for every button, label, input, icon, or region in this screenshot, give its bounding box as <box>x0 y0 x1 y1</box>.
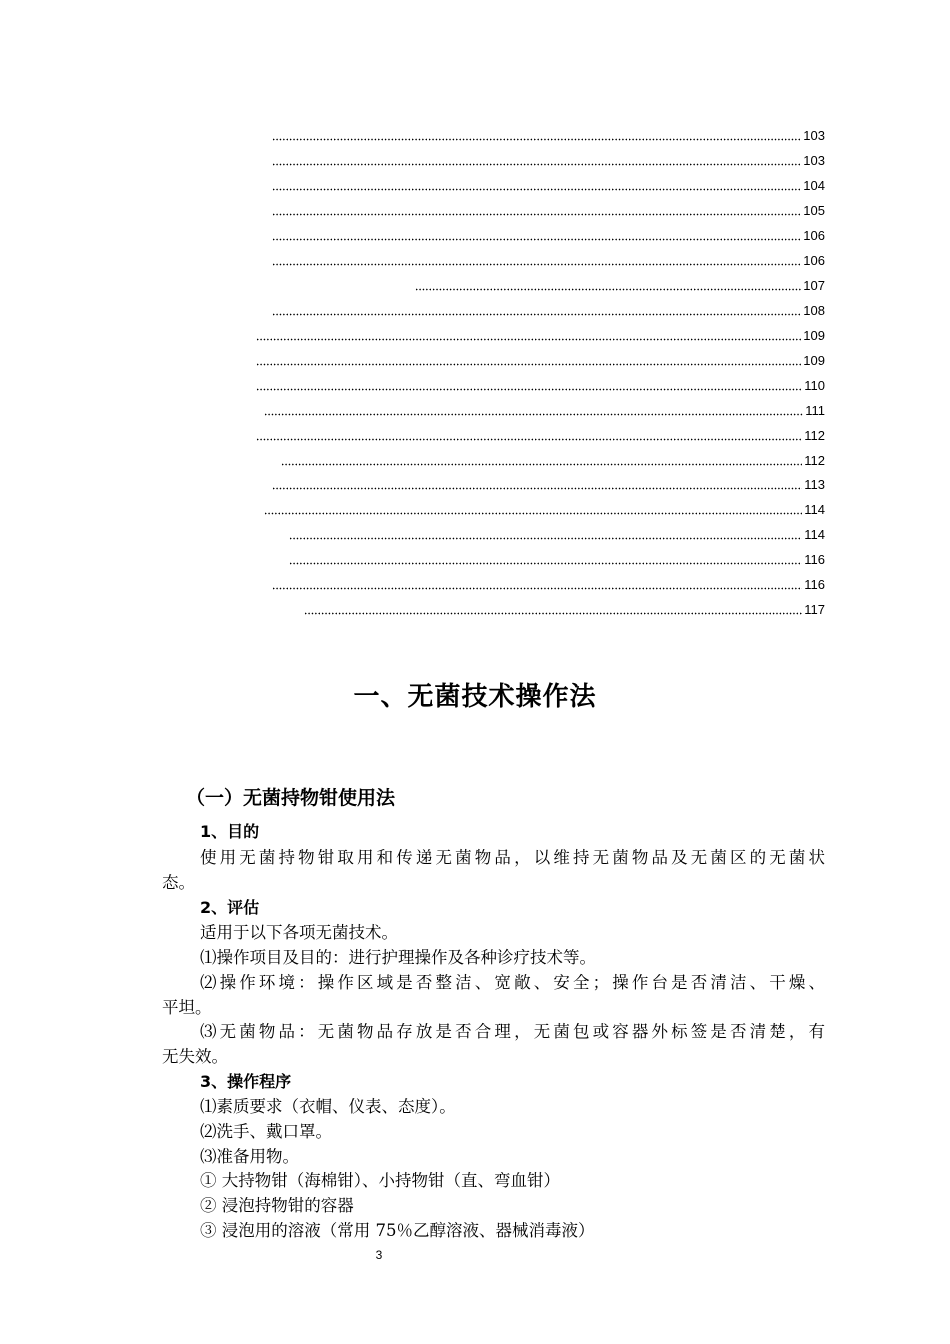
toc-page-number: 109 <box>803 353 825 368</box>
toc-page-number: 106 <box>803 228 825 243</box>
toc-page-number: 117 <box>804 602 825 617</box>
toc-leader <box>289 551 802 565</box>
toc-page-number: 108 <box>803 303 825 318</box>
toc-page-number: 112 <box>804 453 825 468</box>
paragraph-line: ② 浸泡持物钳的容器 <box>200 1196 354 1215</box>
chapter-heading: 一、无菌技术操作法 <box>353 682 597 712</box>
toc-row[interactable] <box>289 524 825 544</box>
toc-leader <box>256 377 802 391</box>
toc-row[interactable] <box>304 599 825 619</box>
toc-page-number: 111 <box>805 403 825 418</box>
toc-leader <box>272 152 801 166</box>
toc-leader <box>281 452 802 466</box>
toc-leader <box>256 352 801 366</box>
toc-page-number: 110 <box>804 378 825 393</box>
paragraph-line: ⑴操作项目及目的：进行护理操作及各种诊疗技术等。 <box>200 948 596 967</box>
toc-row[interactable] <box>281 450 825 470</box>
paragraph-line: 无失效。 <box>162 1047 228 1066</box>
toc-row[interactable] <box>272 300 825 320</box>
toc-leader <box>264 402 803 416</box>
toc-leader <box>272 576 802 590</box>
toc-leader <box>272 252 801 266</box>
toc-row[interactable] <box>272 175 825 195</box>
toc-page-number: 113 <box>804 477 825 492</box>
paragraph-line: ⑵洗手、戴口罩。 <box>200 1122 332 1141</box>
toc-leader <box>272 302 801 316</box>
toc-row[interactable] <box>415 275 825 295</box>
section-heading: （一）无菌持物钳使用法 <box>186 787 396 809</box>
toc-page-number: 112 <box>804 428 825 443</box>
toc-row[interactable] <box>264 499 825 519</box>
paragraph-line: ⑵操作环境：操作区域是否整洁、宽敞、安全；操作台是否清洁、干燥、 <box>200 973 825 992</box>
toc-row[interactable] <box>272 574 825 594</box>
toc-page-number: 109 <box>803 328 825 343</box>
toc-page-number: 114 <box>804 527 825 542</box>
toc-page-number: 105 <box>803 203 825 218</box>
toc-page-number: 104 <box>803 178 825 193</box>
toc-leader <box>256 327 801 341</box>
toc-leader <box>256 427 802 441</box>
toc-row[interactable] <box>272 474 825 494</box>
toc-page-number: 103 <box>803 153 825 168</box>
paragraph-line: 适用于以下各项无菌技术。 <box>200 923 398 942</box>
toc-page-number: 114 <box>804 502 825 517</box>
page-number: 3 <box>375 1248 383 1262</box>
toc-row[interactable] <box>272 225 825 245</box>
toc-page-number: 107 <box>803 278 825 293</box>
section-title-assessment: 2、评估 <box>200 898 260 917</box>
toc-page-number: 116 <box>804 552 825 567</box>
toc-row[interactable] <box>264 400 825 420</box>
paragraph-line: ⑶无菌物品：无菌物品存放是否合理，无菌包或容器外标签是否清楚，有 <box>200 1022 825 1041</box>
toc-leader <box>272 177 801 191</box>
toc-row[interactable] <box>272 250 825 270</box>
section-title-purpose: 1、目的 <box>200 822 260 841</box>
toc-row[interactable] <box>289 549 825 569</box>
toc-row[interactable] <box>256 375 825 395</box>
toc-leader <box>272 127 801 141</box>
paragraph-line: ⑶准备用物。 <box>200 1147 299 1166</box>
toc-row[interactable] <box>272 150 825 170</box>
toc-row[interactable] <box>272 125 825 145</box>
toc-row[interactable] <box>256 350 825 370</box>
toc-row[interactable] <box>272 200 825 220</box>
section-title-procedure: 3、操作程序 <box>200 1072 292 1091</box>
paragraph-line: ③ 浸泡用的溶液（常用 75％乙醇溶液、器械消毒液） <box>200 1221 595 1240</box>
paragraph-line: 使用无菌持物钳取用和传递无菌物品，以维持无菌物品及无菌区的无菌状 <box>200 848 825 867</box>
toc-page-number: 103 <box>803 128 825 143</box>
toc-page-number: 116 <box>804 577 825 592</box>
toc-leader <box>272 476 802 490</box>
toc-row[interactable] <box>256 325 825 345</box>
toc-page-number: 106 <box>803 253 825 268</box>
toc-leader <box>415 277 801 291</box>
paragraph-line: ⑴素质要求（衣帽、仪表、态度）。 <box>200 1097 456 1116</box>
paragraph-line: ① 大持物钳（海棉钳）、小持物钳（直、弯血钳） <box>200 1171 560 1190</box>
toc-leader <box>272 202 801 216</box>
toc-leader <box>304 601 802 615</box>
toc-leader <box>272 227 801 241</box>
paragraph-line: 平坦。 <box>162 998 212 1017</box>
toc-row[interactable] <box>256 425 825 445</box>
toc-leader <box>289 526 802 540</box>
toc-leader <box>264 501 802 515</box>
paragraph-line: 态。 <box>162 873 195 892</box>
